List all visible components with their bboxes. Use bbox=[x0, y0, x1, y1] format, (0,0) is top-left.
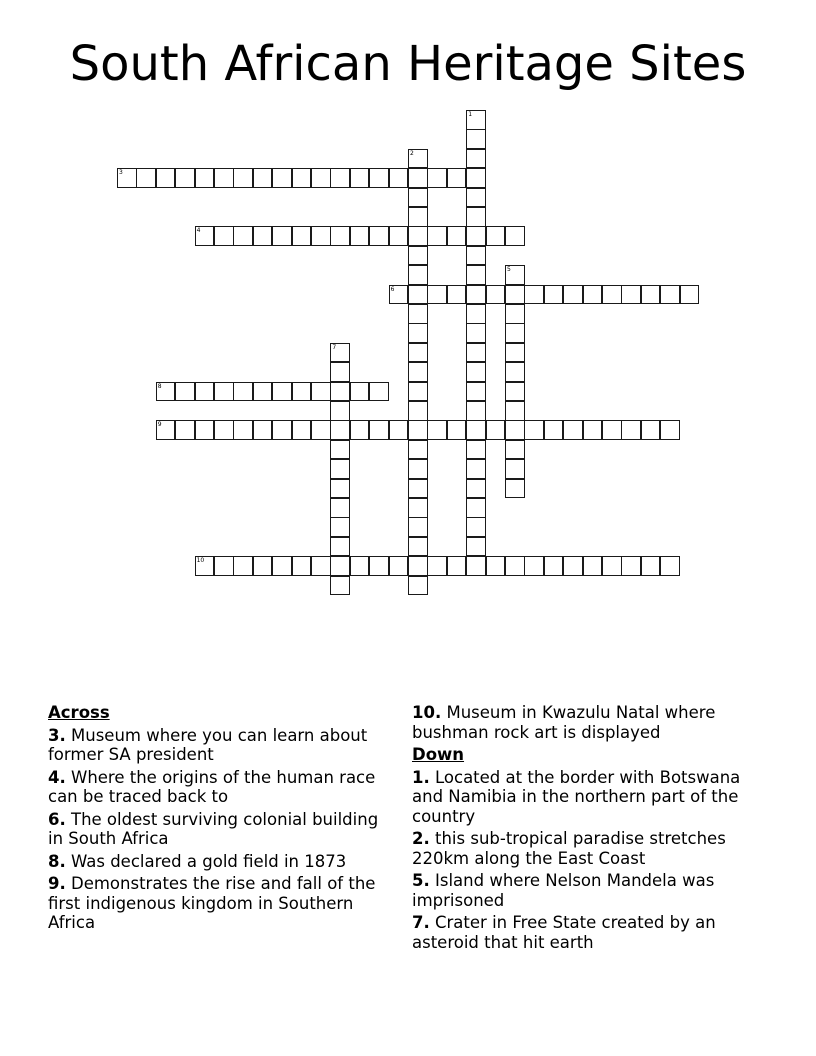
grid-cell[interactable] bbox=[330, 343, 350, 363]
grid-cell[interactable] bbox=[524, 285, 544, 305]
grid-cell[interactable] bbox=[330, 479, 350, 499]
grid-cell[interactable] bbox=[330, 576, 350, 596]
grid-cell[interactable] bbox=[505, 323, 525, 343]
clue-number: 2. bbox=[412, 829, 430, 848]
grid-cell[interactable] bbox=[330, 498, 350, 518]
grid-cell[interactable] bbox=[544, 285, 564, 305]
grid-cell[interactable] bbox=[369, 226, 389, 246]
grid-cell[interactable] bbox=[466, 323, 486, 343]
grid-cell[interactable] bbox=[408, 401, 428, 421]
grid-cell[interactable] bbox=[175, 382, 195, 402]
grid-cell[interactable] bbox=[505, 459, 525, 479]
grid-cell[interactable] bbox=[466, 440, 486, 460]
grid-cell[interactable] bbox=[486, 285, 506, 305]
clue-across-10 bbox=[412, 703, 772, 742]
grid-cell[interactable] bbox=[660, 420, 680, 440]
clue-text: this sub-tropical paradise stretches 220km along the East Coast bbox=[412, 829, 726, 868]
grid-cell[interactable] bbox=[408, 537, 428, 557]
clue-number-label: 6 bbox=[390, 285, 395, 293]
grid-cell[interactable] bbox=[505, 362, 525, 382]
grid-cell[interactable] bbox=[602, 420, 622, 440]
clue-text: Crater in Free State created by an asteroid that hit earth bbox=[412, 913, 716, 952]
clue-number: 7. bbox=[412, 913, 430, 932]
grid-cell[interactable] bbox=[311, 168, 331, 188]
grid-cell[interactable] bbox=[369, 420, 389, 440]
grid-cell[interactable] bbox=[408, 207, 428, 227]
grid-cell[interactable] bbox=[330, 226, 350, 246]
grid-cell[interactable] bbox=[408, 459, 428, 479]
grid-cell[interactable] bbox=[544, 420, 564, 440]
grid-cell[interactable] bbox=[117, 168, 137, 188]
clue-text: Museum in Kwazulu Natal where bushman rock art is displayed bbox=[412, 703, 716, 742]
grid-cell[interactable] bbox=[233, 168, 253, 188]
grid-cell[interactable] bbox=[505, 226, 525, 246]
clue-number: 10. bbox=[412, 703, 442, 722]
grid-cell[interactable] bbox=[427, 556, 447, 576]
grid-cell[interactable] bbox=[311, 556, 331, 576]
grid-cell[interactable] bbox=[505, 382, 525, 402]
grid-cell[interactable] bbox=[408, 226, 428, 246]
grid-cell[interactable] bbox=[195, 556, 215, 576]
grid-cell[interactable] bbox=[466, 459, 486, 479]
grid-cell[interactable] bbox=[621, 285, 641, 305]
grid-cell[interactable] bbox=[369, 168, 389, 188]
puzzle-title: South African Heritage Sites bbox=[69, 36, 747, 92]
grid-cell[interactable] bbox=[330, 362, 350, 382]
grid-cell[interactable] bbox=[214, 420, 234, 440]
grid-cell[interactable] bbox=[156, 382, 176, 402]
clue-down-2 bbox=[412, 829, 772, 868]
grid-cell[interactable] bbox=[330, 459, 350, 479]
grid-cell[interactable] bbox=[272, 382, 292, 402]
grid-cell[interactable] bbox=[408, 382, 428, 402]
grid-cell[interactable] bbox=[466, 498, 486, 518]
grid-cell[interactable] bbox=[466, 226, 486, 246]
grid-cell[interactable] bbox=[272, 168, 292, 188]
grid-cell[interactable] bbox=[389, 420, 409, 440]
grid-cell[interactable] bbox=[389, 285, 409, 305]
grid-cell[interactable] bbox=[563, 556, 583, 576]
clue-text: Island where Nelson Mandela was imprisoned bbox=[412, 871, 715, 910]
grid-cell[interactable] bbox=[505, 401, 525, 421]
grid-cell[interactable] bbox=[505, 440, 525, 460]
grid-cell[interactable] bbox=[680, 285, 700, 305]
clue-down-1 bbox=[412, 768, 772, 827]
grid-cell[interactable] bbox=[602, 556, 622, 576]
clue-number-label: 4 bbox=[196, 227, 201, 235]
grid-cell[interactable] bbox=[505, 420, 525, 440]
clue-text: Where the origins of the human race can be traced back to bbox=[48, 767, 376, 806]
grid-cell[interactable] bbox=[233, 226, 253, 246]
grid-cell[interactable] bbox=[544, 556, 564, 576]
clue-across-8 bbox=[48, 852, 388, 872]
down-heading: Down bbox=[412, 745, 465, 764]
clue-across-3 bbox=[48, 726, 388, 765]
grid-cell[interactable] bbox=[272, 226, 292, 246]
grid-cell[interactable] bbox=[369, 556, 389, 576]
grid-cell[interactable] bbox=[330, 401, 350, 421]
grid-cell[interactable] bbox=[486, 556, 506, 576]
grid-cell[interactable] bbox=[408, 343, 428, 363]
grid-cell[interactable] bbox=[175, 168, 195, 188]
grid-cell[interactable] bbox=[389, 556, 409, 576]
grid-cell[interactable] bbox=[563, 420, 583, 440]
grid-cell[interactable] bbox=[214, 168, 234, 188]
grid-cell[interactable] bbox=[253, 382, 273, 402]
grid-cell[interactable] bbox=[195, 168, 215, 188]
clue-number-label: 1 bbox=[468, 111, 473, 118]
grid-cell[interactable] bbox=[272, 556, 292, 576]
grid-cell[interactable] bbox=[466, 382, 486, 402]
grid-cell[interactable] bbox=[505, 479, 525, 499]
clue-number-label: 2 bbox=[410, 149, 414, 157]
grid-cell[interactable] bbox=[427, 420, 447, 440]
grid-cell[interactable] bbox=[350, 226, 370, 246]
across-heading: Across bbox=[48, 703, 110, 722]
grid-cell[interactable] bbox=[389, 168, 409, 188]
clue-across-6 bbox=[48, 810, 388, 849]
grid-cell[interactable] bbox=[466, 285, 486, 305]
grid-cell[interactable] bbox=[486, 226, 506, 246]
grid-cell[interactable] bbox=[292, 226, 312, 246]
grid-cell[interactable] bbox=[175, 420, 195, 440]
grid-cell[interactable] bbox=[641, 420, 661, 440]
grid-cell[interactable] bbox=[408, 576, 428, 596]
grid-cell[interactable] bbox=[195, 226, 215, 246]
grid-cell[interactable] bbox=[214, 226, 234, 246]
clue-number-label: 9 bbox=[157, 421, 162, 429]
grid-cell[interactable] bbox=[583, 556, 603, 576]
grid-cell[interactable] bbox=[350, 168, 370, 188]
grid-cell[interactable] bbox=[524, 556, 544, 576]
clue-number: 6. bbox=[48, 809, 66, 829]
grid-cell[interactable] bbox=[447, 420, 467, 440]
grid-cell[interactable] bbox=[466, 149, 486, 169]
grid-cell[interactable] bbox=[447, 285, 467, 305]
grid-cell[interactable] bbox=[466, 517, 486, 537]
grid-cell[interactable] bbox=[330, 440, 350, 460]
grid-cell[interactable] bbox=[408, 479, 428, 499]
grid-cell[interactable] bbox=[408, 556, 428, 576]
grid-cell[interactable] bbox=[272, 420, 292, 440]
grid-cell[interactable] bbox=[292, 556, 312, 576]
grid-cell[interactable] bbox=[466, 304, 486, 324]
grid-cell[interactable] bbox=[195, 420, 215, 440]
grid-cell[interactable] bbox=[466, 420, 486, 440]
grid-cell[interactable] bbox=[253, 168, 273, 188]
clue-text: The oldest surviving colonial building in South Africa bbox=[48, 809, 379, 848]
clue-number-label: 10 bbox=[196, 557, 205, 565]
grid-cell[interactable] bbox=[466, 401, 486, 421]
grid-cell[interactable] bbox=[330, 168, 350, 188]
grid-cell[interactable] bbox=[214, 556, 234, 576]
grid-cell[interactable] bbox=[408, 304, 428, 324]
clues-left-column bbox=[48, 703, 388, 936]
grid-cell[interactable] bbox=[350, 556, 370, 576]
grid-cell[interactable] bbox=[447, 556, 467, 576]
grid-cell[interactable] bbox=[408, 440, 428, 460]
grid-cell[interactable] bbox=[369, 382, 389, 402]
grid-cell[interactable] bbox=[156, 420, 176, 440]
grid-cell[interactable] bbox=[466, 265, 486, 285]
grid-cell[interactable] bbox=[253, 556, 273, 576]
grid-cell[interactable] bbox=[621, 420, 641, 440]
grid-cell[interactable] bbox=[427, 285, 447, 305]
grid-cell[interactable] bbox=[602, 285, 622, 305]
grid-cell[interactable] bbox=[330, 420, 350, 440]
grid-cell[interactable] bbox=[505, 343, 525, 363]
grid-cell[interactable] bbox=[447, 226, 467, 246]
grid-cell[interactable] bbox=[408, 246, 428, 266]
clue-down-7 bbox=[412, 913, 772, 952]
grid-cell[interactable] bbox=[466, 343, 486, 363]
clue-number-label: 7 bbox=[332, 343, 337, 351]
grid-cell[interactable] bbox=[660, 285, 680, 305]
grid-cell[interactable] bbox=[350, 420, 370, 440]
grid-cell[interactable] bbox=[350, 382, 370, 402]
grid-cell[interactable] bbox=[311, 420, 331, 440]
grid-cell[interactable] bbox=[466, 207, 486, 227]
clue-text: Museum where you can learn about former SA president bbox=[48, 725, 368, 764]
grid-cell[interactable] bbox=[563, 285, 583, 305]
grid-cell[interactable] bbox=[408, 420, 428, 440]
grid-cell[interactable] bbox=[466, 537, 486, 557]
clues-right-column bbox=[412, 703, 772, 955]
clue-across-9 bbox=[48, 874, 388, 933]
grid-cell[interactable] bbox=[195, 382, 215, 402]
grid-cell[interactable] bbox=[311, 226, 331, 246]
grid-cell[interactable] bbox=[466, 556, 486, 576]
grid-cell[interactable] bbox=[505, 285, 525, 305]
grid-cell[interactable] bbox=[253, 226, 273, 246]
grid-cell[interactable] bbox=[466, 129, 486, 149]
clue-number: 5. bbox=[412, 871, 430, 890]
clue-number-label: 3 bbox=[119, 169, 123, 177]
clue-text: Located at the border with Botswana and Namibia in the northern part of the country bbox=[412, 767, 741, 826]
grid-cell[interactable] bbox=[427, 168, 447, 188]
grid-cell[interactable] bbox=[389, 226, 409, 246]
grid-cell[interactable] bbox=[253, 420, 273, 440]
grid-cell[interactable] bbox=[292, 382, 312, 402]
grid-cell[interactable] bbox=[427, 226, 447, 246]
grid-cell[interactable] bbox=[330, 517, 350, 537]
grid-cell[interactable] bbox=[292, 168, 312, 188]
clue-number-label: 8 bbox=[157, 382, 162, 390]
grid-cell[interactable] bbox=[408, 323, 428, 343]
grid-cell[interactable] bbox=[466, 246, 486, 266]
grid-cell[interactable] bbox=[408, 498, 428, 518]
grid-cell[interactable] bbox=[583, 285, 603, 305]
clue-number: 1. bbox=[412, 767, 430, 787]
grid-cell[interactable] bbox=[641, 556, 661, 576]
grid-cell[interactable] bbox=[408, 265, 428, 285]
grid-cell[interactable] bbox=[330, 556, 350, 576]
clue-number: 4. bbox=[48, 767, 66, 787]
grid-cell[interactable] bbox=[505, 304, 525, 324]
clue-number: 8. bbox=[48, 851, 66, 871]
clue-number: 3. bbox=[48, 725, 66, 745]
grid-cell[interactable] bbox=[466, 168, 486, 188]
clue-down-5 bbox=[412, 871, 772, 910]
grid-cell[interactable] bbox=[408, 168, 428, 188]
grid-cell[interactable] bbox=[408, 149, 428, 169]
grid-cell[interactable] bbox=[408, 517, 428, 537]
grid-cell[interactable] bbox=[660, 556, 680, 576]
grid-cell[interactable] bbox=[466, 362, 486, 382]
grid-cell[interactable] bbox=[408, 362, 428, 382]
grid-cell[interactable] bbox=[292, 420, 312, 440]
grid-cell[interactable] bbox=[136, 168, 156, 188]
grid-cell[interactable] bbox=[466, 188, 486, 208]
grid-cell[interactable] bbox=[641, 285, 661, 305]
clue-text: Was declared a gold field in 1873 bbox=[71, 851, 347, 871]
grid-cell[interactable] bbox=[583, 420, 603, 440]
grid-cell[interactable] bbox=[621, 556, 641, 576]
grid-cell[interactable] bbox=[486, 420, 506, 440]
grid-cell[interactable] bbox=[330, 537, 350, 557]
grid-cell[interactable] bbox=[505, 556, 525, 576]
grid-cell[interactable] bbox=[408, 188, 428, 208]
grid-cell[interactable] bbox=[233, 556, 253, 576]
grid-cell[interactable] bbox=[408, 285, 428, 305]
grid-cell[interactable] bbox=[524, 420, 544, 440]
grid-cell[interactable] bbox=[505, 265, 525, 285]
clue-number-label: 5 bbox=[507, 266, 511, 274]
grid-cell[interactable] bbox=[233, 420, 253, 440]
grid-cell[interactable] bbox=[466, 110, 486, 130]
grid-cell[interactable] bbox=[330, 382, 350, 402]
clue-across-4 bbox=[48, 768, 388, 807]
grid-cell[interactable] bbox=[466, 479, 486, 499]
clue-text: Demonstrates the rise and fall of the first indigenous kingdom in Southern Africa bbox=[48, 874, 376, 932]
grid-cell[interactable] bbox=[156, 168, 176, 188]
grid-cell[interactable] bbox=[447, 168, 467, 188]
grid-cell[interactable] bbox=[311, 382, 331, 402]
grid-cell[interactable] bbox=[214, 382, 234, 402]
grid-cell[interactable] bbox=[233, 382, 253, 402]
clue-number: 9. bbox=[48, 874, 66, 893]
